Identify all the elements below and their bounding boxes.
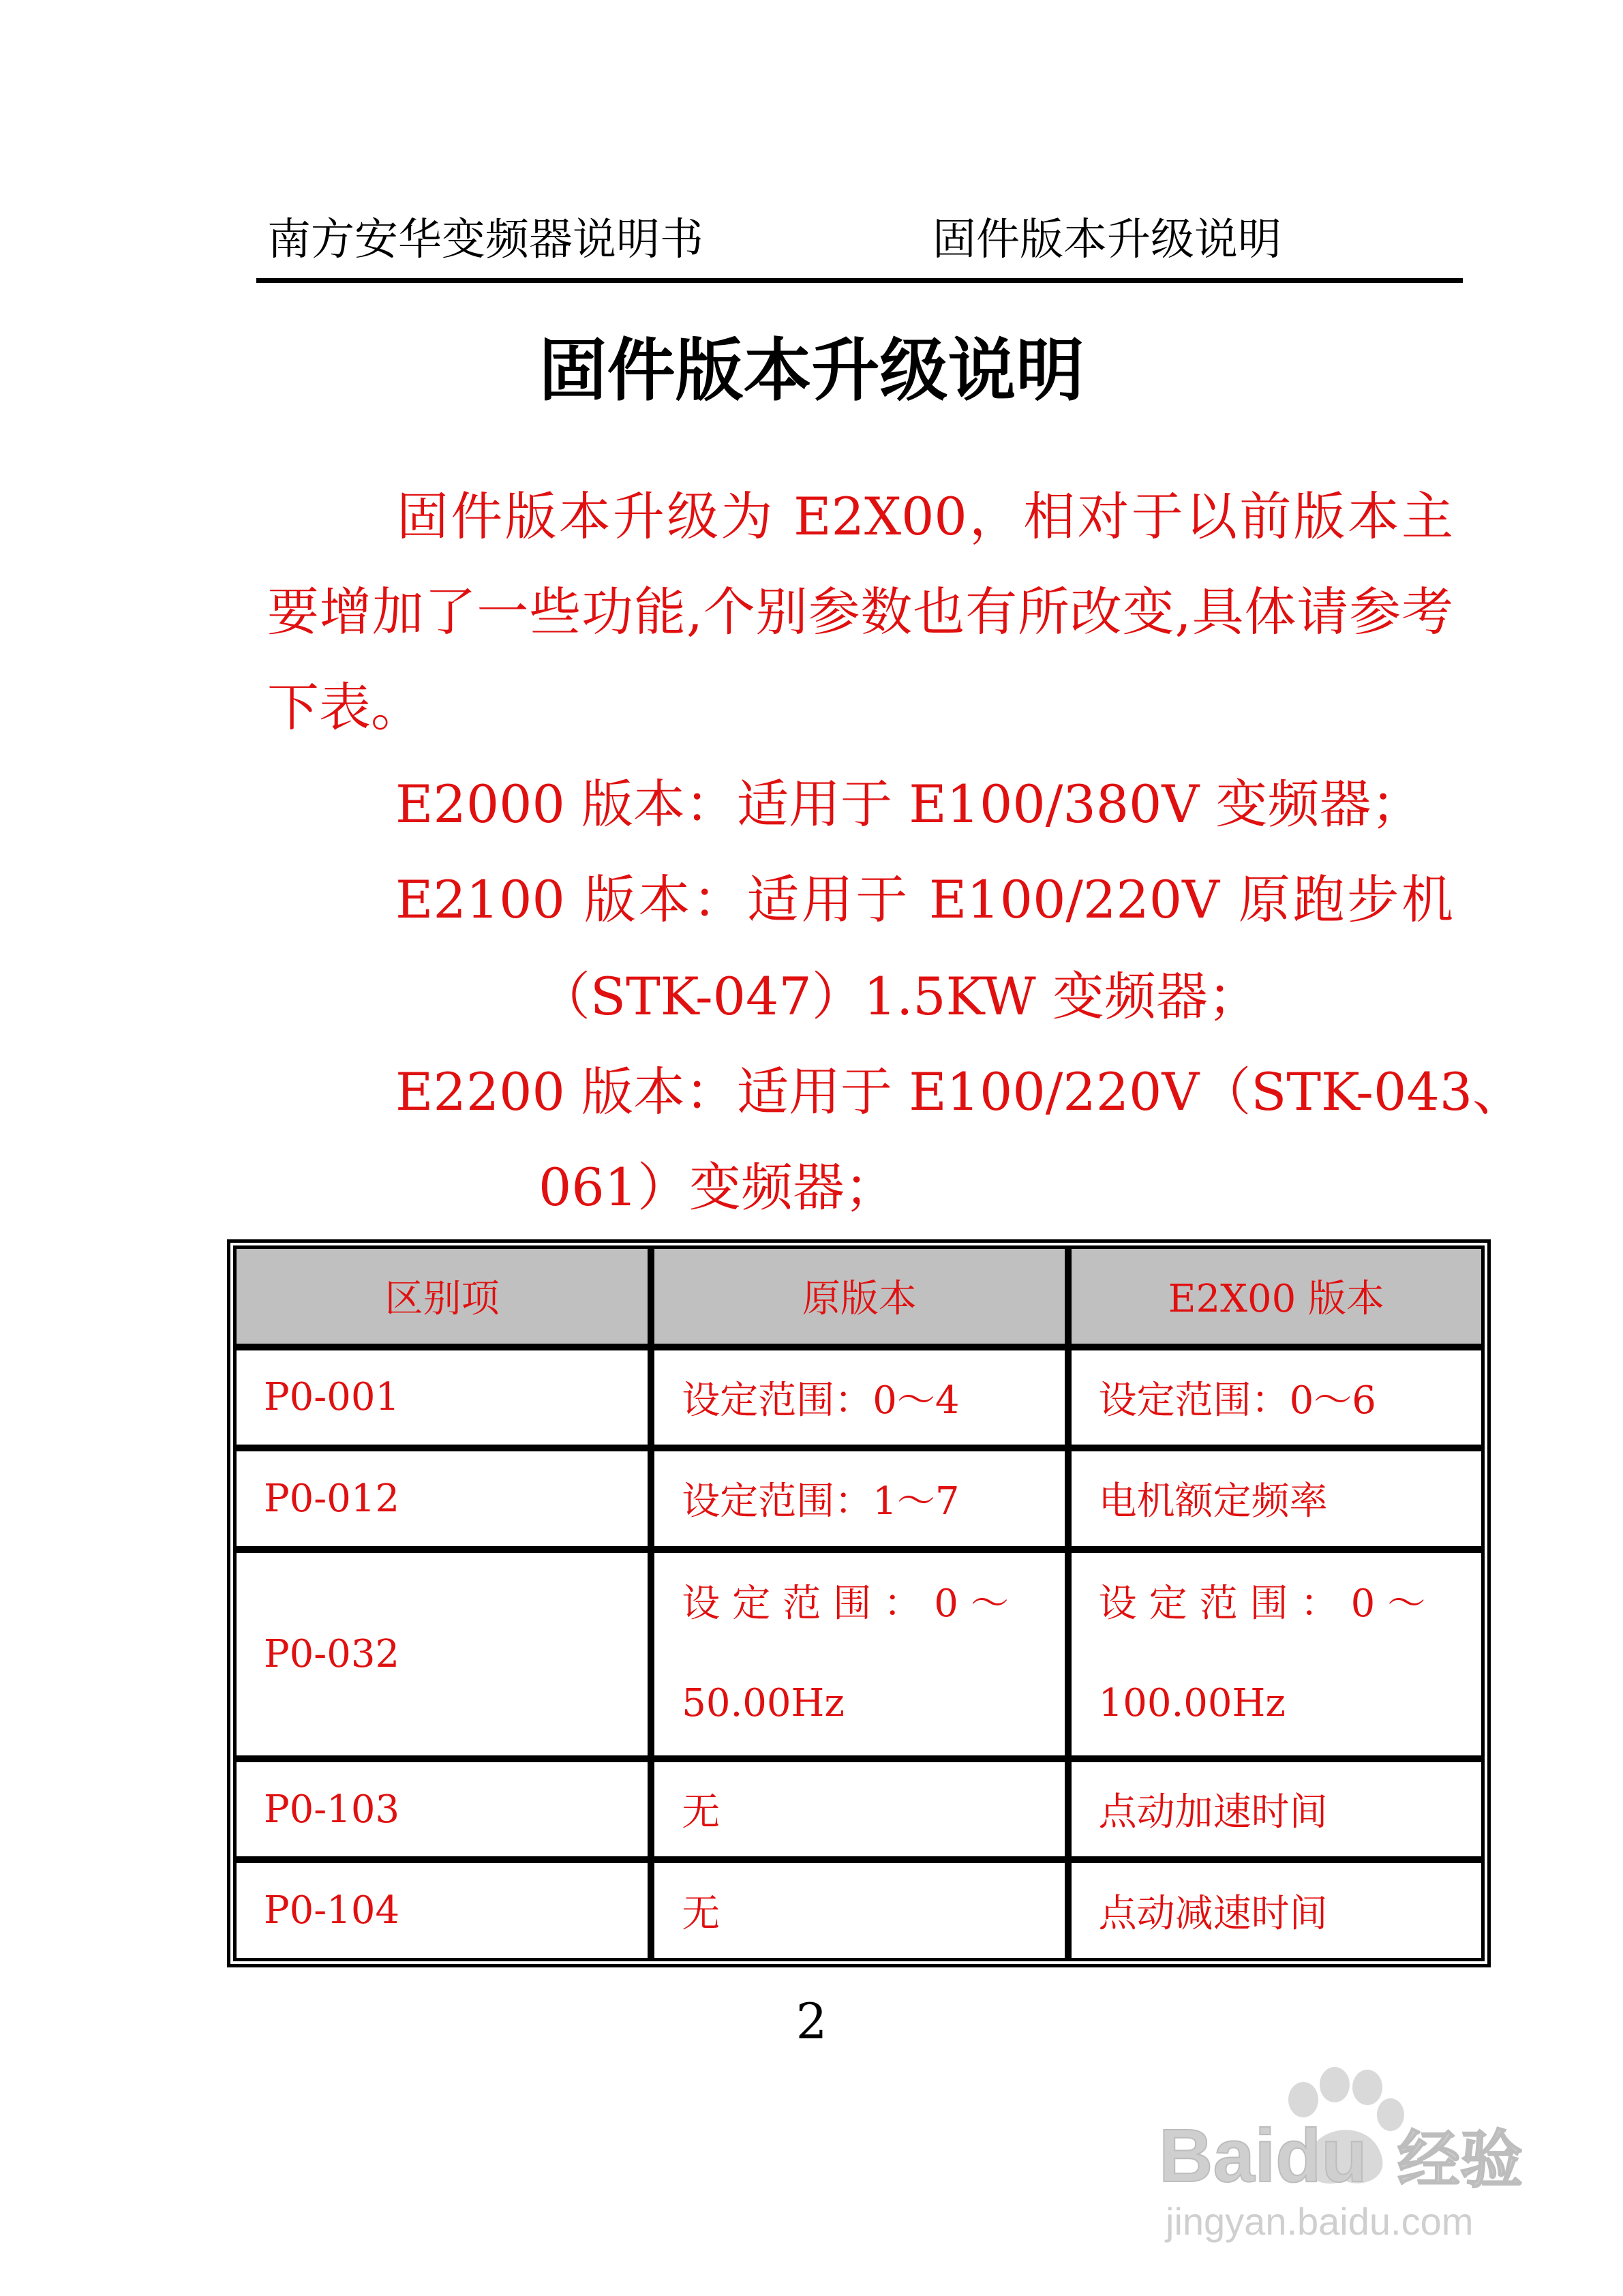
cell-new-line2: 100.00Hz [1098,1681,1286,1726]
cell-old-line1: 设定范围：0～ [682,1582,1021,1627]
cell-old-line2: 50.00Hz [682,1681,845,1726]
cell-new [1068,1550,1485,1759]
cell-new: 设定范围：0～6 [1068,1347,1485,1449]
comparison-table [227,1239,1491,1967]
cell-old: 设定范围：1～7 [651,1448,1067,1550]
cell-old: 无 [651,1759,1067,1860]
cell-item: P0-001 [233,1347,651,1449]
watermark-url: jingyan.baidu.com [1166,2200,1474,2243]
table-row [233,1759,1485,1860]
running-header-left: 南方安华变频器说明书 [267,215,703,265]
cell-old [651,1550,1067,1759]
intro-paragraph [267,469,1453,755]
page-title: 固件版本升级说明 [539,330,1084,410]
cell-new: 电机额定频率 [1068,1448,1485,1550]
page-number: 2 [795,1993,828,2050]
intro-text: 固件版本升级为 E2X00，相对于以前版本主要增加了一些功能,个别参数也有所改变,具体请参考下表。 [267,486,1453,738]
header-item: 区别项 [233,1245,651,1347]
table-row [233,1860,1485,1961]
version-e2000: E2000 版本：适用于 E100/380V 变频器； [395,774,1423,834]
version-e2100-line2: （STK-047）1.5KW 变频器； [539,966,1260,1027]
cell-item: P0-103 [233,1759,651,1860]
cell-new-line1: 设定范围：0～ [1098,1582,1438,1627]
cell-new: 点动减速时间 [1068,1860,1485,1961]
baidu-jingyan-watermark [1152,2052,1534,2250]
watermark-brand: Baidu [1159,2114,1367,2198]
version-e2200-line1: E2200 版本：适用于 E100/220V（STK-043、 [395,1061,1525,1122]
table-row [233,1448,1485,1550]
version-e2200-line2: 061）变频器； [539,1157,897,1218]
header-old-version: 原版本 [651,1245,1067,1347]
cell-old: 设定范围：0～4 [651,1347,1067,1449]
version-e2100-line1: E2100 版本：适用于 E100/220V 原跑步机 [395,869,1453,930]
table-header-row [233,1245,1485,1347]
cell-item: P0-104 [233,1860,651,1961]
running-header-right: 固件版本升级说明 [932,215,1281,265]
table-row [233,1550,1485,1759]
header-rule [256,278,1463,283]
table-row [233,1347,1485,1449]
header-new-version: E2X00 版本 [1068,1245,1485,1347]
cell-item: P0-032 [233,1550,651,1759]
cell-old: 无 [651,1860,1067,1961]
cell-item: P0-012 [233,1448,651,1550]
cell-new: 点动加速时间 [1068,1759,1485,1860]
watermark-label: 经验 [1397,2124,1523,2196]
